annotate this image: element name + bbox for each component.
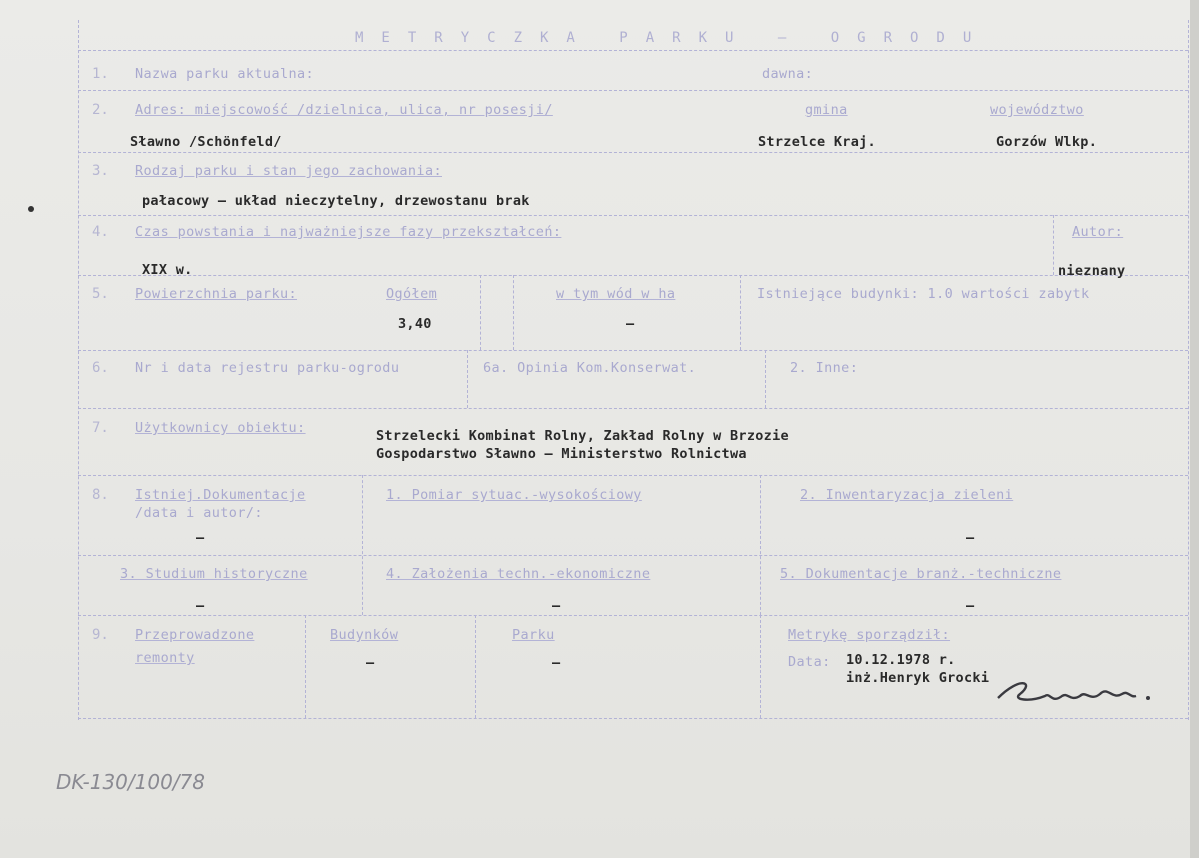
archive-reference: DK-130/100/78 — [56, 770, 205, 794]
rule — [78, 275, 1188, 276]
divider — [513, 275, 514, 350]
form-title: METRYCZKA PARKU – OGRODU — [355, 30, 990, 46]
row-number: 8. — [92, 487, 109, 503]
value-doc-inventory: – — [966, 530, 975, 546]
divider — [305, 615, 306, 718]
value-water-area: – — [626, 316, 635, 332]
value-total-area: 3,40 — [398, 316, 432, 332]
value-date: 10.12.1978 r. — [846, 652, 956, 668]
row-number: 4. — [92, 224, 109, 240]
row-number: 5. — [92, 286, 109, 302]
label-register: Nr i data rejestru parku-ogrodu — [135, 360, 400, 376]
label-park-type: Rodzaj parku i stan jego zachowania: — [135, 163, 442, 179]
rule — [78, 408, 1188, 409]
divider — [740, 275, 741, 350]
rule — [78, 555, 1188, 556]
label-other: 2. Inne: — [790, 360, 859, 376]
label-repairs-2: remonty — [135, 650, 195, 666]
value-doc-history: – — [196, 598, 205, 614]
label-doc-inventory: 2. Inwentaryzacja zieleni — [800, 487, 1014, 503]
label-area: Powierzchnia parku: — [135, 286, 298, 302]
value-doc-none: – — [196, 530, 205, 546]
row-number: 2. — [92, 102, 109, 118]
label-total: Ogółem — [386, 286, 438, 302]
label-documentation: Istniej.Dokumentacje — [135, 487, 306, 503]
divider — [467, 350, 468, 408]
row-number: 9. — [92, 627, 109, 643]
value-prepared-by: inż.Henryk Grocki — [846, 670, 990, 686]
rule — [78, 215, 1188, 216]
value-author: nieznany — [1058, 263, 1126, 279]
divider — [1053, 215, 1054, 275]
label-conservator-opinion: 6a. Opinia Kom.Konserwat. — [483, 360, 697, 376]
label-documentation-note: /data i autor/: — [135, 505, 263, 521]
frame-left — [78, 20, 79, 720]
divider — [475, 615, 476, 718]
label-prepared-by: Metrykę sporządził: — [788, 627, 951, 643]
divider — [760, 475, 761, 615]
value-repair-buildings: – — [366, 655, 375, 671]
punch-mark — [28, 206, 34, 212]
value-century: XIX w. — [142, 262, 193, 278]
label-doc-history: 3. Studium historyczne — [120, 566, 308, 582]
value-voivodeship: Gorzów Wlkp. — [996, 134, 1098, 150]
value-place: Sławno /Schönfeld/ — [130, 134, 282, 150]
divider — [765, 350, 766, 408]
label-doc-branch: 5. Dokumentacje branż.-techniczne — [780, 566, 1062, 582]
rule — [78, 615, 1188, 616]
label-former-name: dawna: — [762, 66, 814, 82]
label-water: w tym wód w ha — [556, 286, 676, 302]
divider — [362, 475, 363, 615]
row-number: 7. — [92, 420, 109, 436]
label-buildings: Istniejące budynki: 1.0 wartości zabytk — [757, 286, 1090, 302]
value-gmina: Strzelce Kraj. — [758, 134, 876, 150]
label-author: Autor: — [1072, 224, 1124, 240]
frame-right — [1188, 20, 1189, 720]
label-date: Data: — [788, 654, 831, 670]
row-number: 3. — [92, 163, 109, 179]
divider — [480, 275, 481, 350]
value-doc-tech-econ: – — [552, 598, 561, 614]
value-park-type: pałacowy – układ nieczytelny, drzewostanu brak — [142, 193, 530, 209]
value-doc-branch: – — [966, 598, 975, 614]
value-user-line-2: Gospodarstwo Sławno – Ministerstwo Rolnictwa — [376, 446, 747, 462]
rule — [78, 50, 1188, 51]
label-doc-survey: 1. Pomiar sytuac.-wysokościowy — [386, 487, 642, 503]
label-doc-tech-econ: 4. Założenia techn.-ekonomiczne — [386, 566, 651, 582]
row-number: 6. — [92, 360, 109, 376]
label-users: Użytkownicy obiektu: — [135, 420, 306, 436]
label-creation-time: Czas powstania i najważniejsze fazy przekształceń: — [135, 224, 562, 240]
label-park-name: Nazwa parku aktualna: — [135, 66, 315, 82]
value-repair-park: – — [552, 655, 561, 671]
rule — [78, 152, 1188, 153]
paper-edge — [1190, 0, 1199, 858]
label-repair-buildings: Budynków — [330, 627, 399, 643]
value-user-line-1: Strzelecki Kombinat Rolny, Zakład Rolny w Brzozie — [376, 428, 789, 444]
label-gmina: gmina — [805, 102, 848, 118]
rule — [78, 90, 1188, 91]
rule — [78, 475, 1188, 476]
signature-mark — [990, 668, 1170, 716]
row-number: 1. — [92, 66, 109, 82]
rule — [78, 350, 1188, 351]
label-repair-park: Parku — [512, 627, 555, 643]
divider — [760, 615, 761, 718]
rule — [78, 718, 1188, 719]
label-voivodeship: województwo — [990, 102, 1084, 118]
label-address: Adres: miejscowość /dzielnica, ulica, nr posesji/ — [135, 102, 553, 118]
label-repairs: Przeprowadzone — [135, 627, 255, 643]
